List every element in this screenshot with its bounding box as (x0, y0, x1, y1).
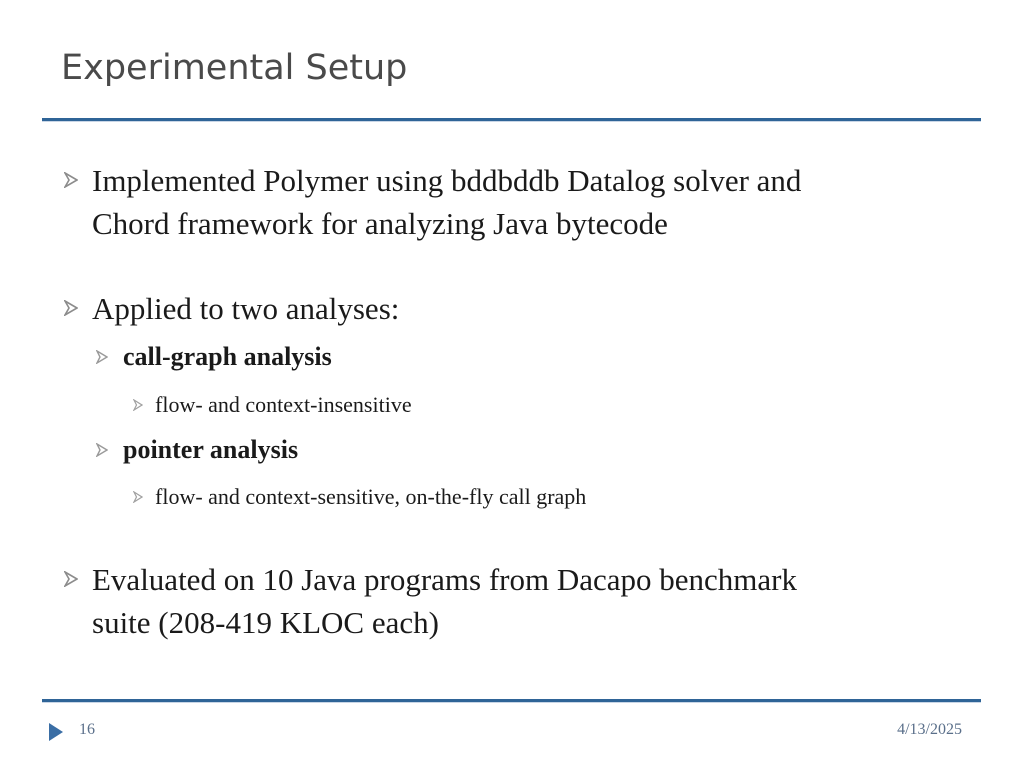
slide-title: Experimental Setup (61, 48, 408, 88)
subsubbullet-insensitive-text: flow- and context-insensitive (155, 392, 412, 417)
subsubbullet-arrow-icon (133, 399, 143, 411)
subbullet-pointer-text: pointer analysis (123, 435, 299, 464)
bullet-evaluated-line2: suite (208-419 KLOC each) (92, 605, 439, 640)
bullet-implemented-line1: Implemented Polymer using bddbddb Datalog solver and (92, 163, 802, 198)
subbullet-arrow-icon (96, 443, 108, 457)
subbullet-call-graph-text: call-graph analysis (123, 342, 332, 371)
bullet-evaluated-line1: Evaluated on 10 Java programs from Dacapo benchmark (92, 562, 797, 597)
bullet-arrow-icon (64, 172, 78, 188)
bullet-applied-text: Applied to two analyses: (92, 291, 400, 326)
subbullet-arrow-icon (96, 350, 108, 364)
subsubbullet-sensitive-text: flow- and context-sensitive, on-the-fly call graph (155, 484, 587, 509)
subsubbullet-arrow-icon (133, 491, 143, 503)
footer-divider (42, 699, 981, 702)
title-divider (42, 118, 981, 121)
bullet-arrow-icon (64, 571, 78, 587)
slide-number: 16 (79, 721, 95, 738)
bullet-arrow-icon (64, 300, 78, 316)
bullet-implemented-line2: Chord framework for analyzing Java bytecode (92, 206, 668, 241)
slide-date: 4/13/2025 (897, 721, 962, 738)
footer-triangle-icon (48, 722, 64, 747)
